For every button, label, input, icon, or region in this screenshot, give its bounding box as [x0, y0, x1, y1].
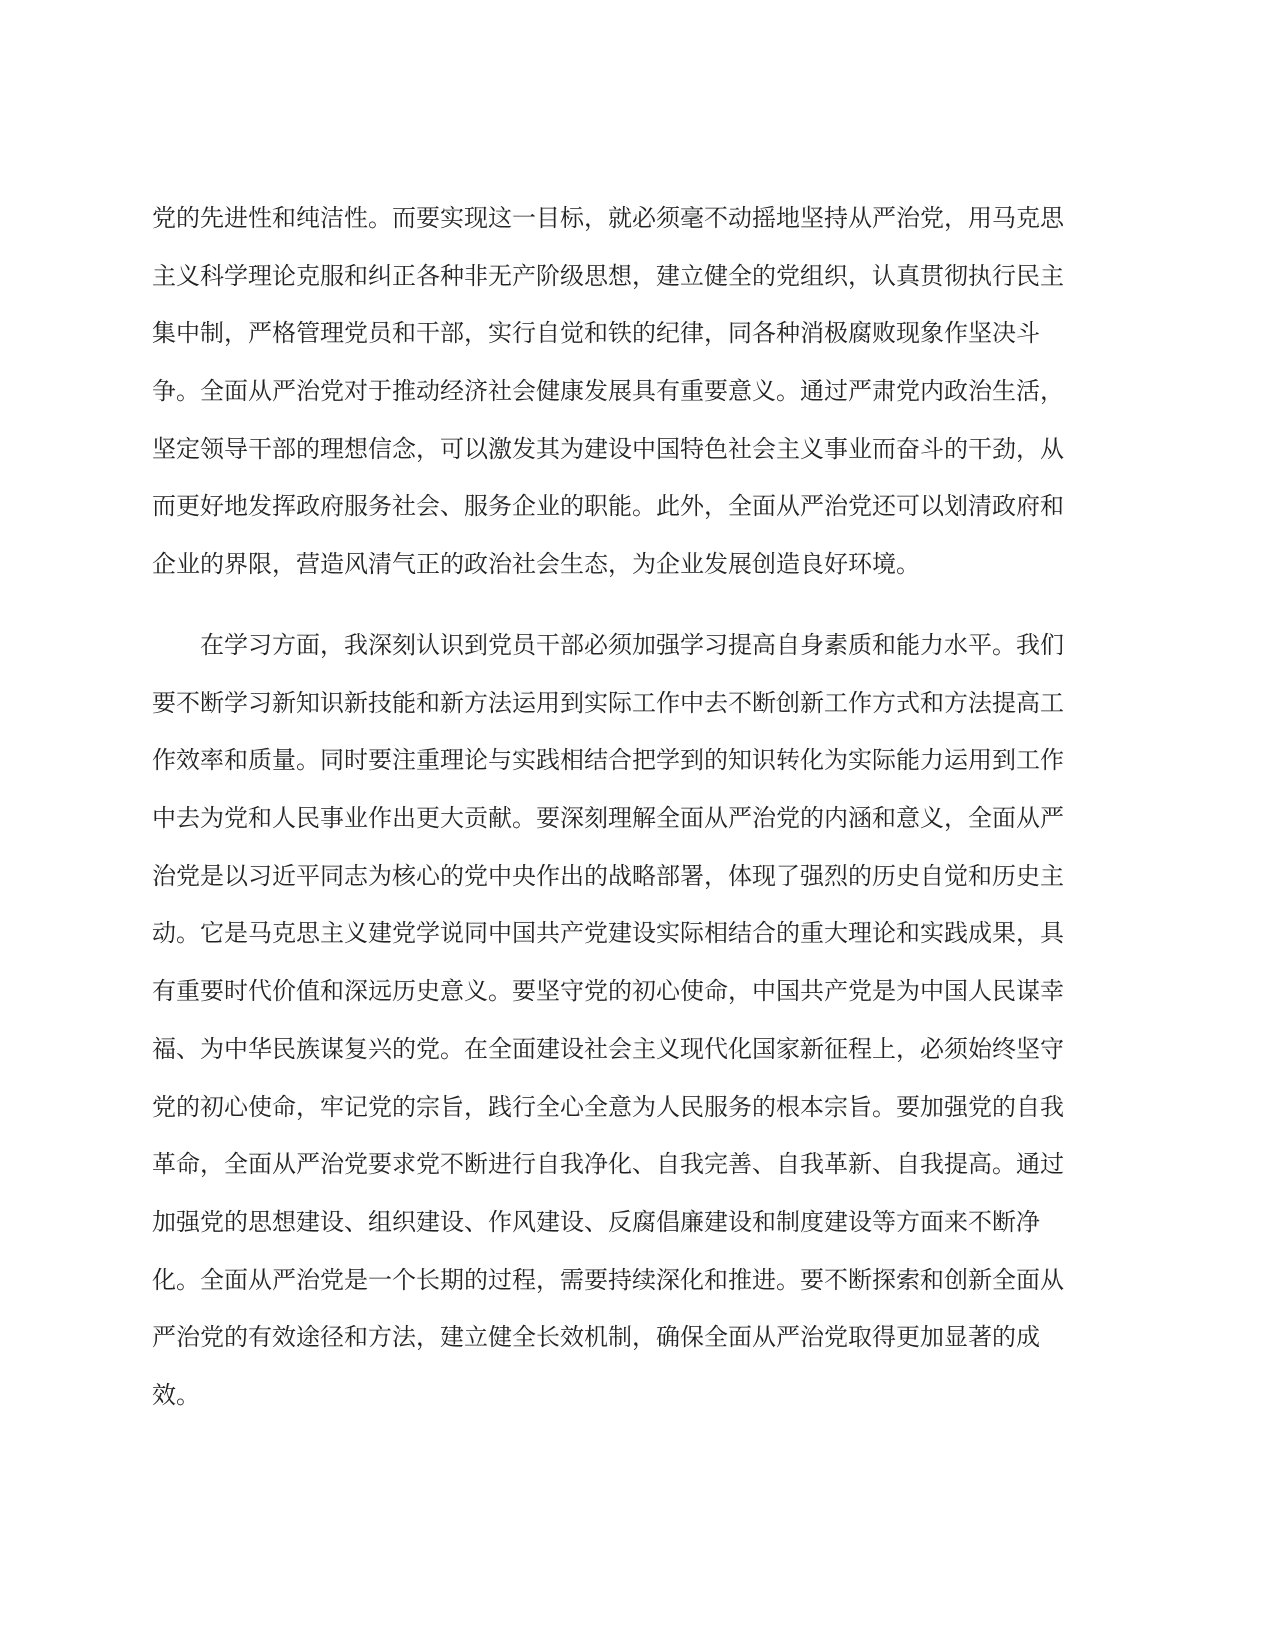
- paragraph-2-line: 有重要时代价值和深远历史意义。要坚守党的初心使命，中国共产党是为中国人民谋幸: [152, 977, 1064, 1006]
- paragraph-1-line: 坚定领导干部的理想信念，可以激发其为建设中国特色社会主义事业而奋斗的干劲，从: [152, 434, 1064, 463]
- paragraph-1-line: 党的先进性和纯洁性。而要实现这一目标，就必须毫不动摇地坚持从严治党，用马克思: [152, 204, 1064, 232]
- paragraph-1-line: 争。全面从严治党对于推动经济社会健康发展具有重要意义。通过严肃党内政治生活，: [152, 377, 1064, 406]
- paragraph-1-line: 而更好地发挥政府服务社会、服务企业的职能。此外，全面从严治党还可以划清政府和: [152, 492, 1064, 521]
- paragraph-2-line: 中去为党和人民事业作出更大贡献。要深刻理解全面从严治党的内涵和意义，全面从严: [152, 804, 1064, 833]
- paragraph-2-line: 严治党的有效途径和方法，建立健全长效机制，确保全面从严治党取得更加显著的成: [152, 1323, 1040, 1352]
- paragraph-1: [152, 190, 1112, 594]
- paragraph-1-line: 集中制，严格管理党员和干部，实行自觉和铁的纪律，同各种消极腐败现象作坚决斗: [152, 319, 1040, 348]
- paragraph-2-line: 党的初心使命，牢记党的宗旨，践行全心全意为人民服务的根本宗旨。要加强党的自我: [152, 1092, 1064, 1121]
- paragraph-1-line: 主义科学理论克服和纠正各种非无产阶级思想，建立健全的党组织，认真贯彻执行民主: [152, 261, 1064, 290]
- paragraph-2: [152, 617, 1112, 1425]
- paragraph-2-line: 作效率和质量。同时要注重理论与实践相结合把学到的知识转化为实际能力运用到工作: [152, 746, 1064, 775]
- paragraph-2-line: 加强党的思想建设、组织建设、作风建设、反腐倡廉建设和制度建设等方面来不断净: [152, 1207, 1040, 1236]
- paragraph-2-line: 动。它是马克思主义建党学说同中国共产党建设实际相结合的重大理论和实践成果，具: [152, 919, 1064, 948]
- paragraph-1-line: 企业的界限，营造风清气正的政治社会生态，为企业发展创造良好环境。: [152, 550, 920, 579]
- paragraph-2-line: 革命，全面从严治党要求党不断进行自我净化、自我完善、自我革新、自我提高。通过: [152, 1150, 1064, 1179]
- paragraph-2-line: 要不断学习新知识新技能和新方法运用到实际工作中去不断创新工作方式和方法提高工: [152, 688, 1064, 717]
- paragraph-2-first-line: 在学习方面，我深刻认识到党员干部必须加强学习提高自身素质和能力水平。我们: [200, 631, 1064, 659]
- paragraph-2-line: 化。全面从严治党是一个长期的过程，需要持续深化和推进。要不断探索和创新全面从: [152, 1265, 1064, 1294]
- paragraph-2-line: 福、为中华民族谋复兴的党。在全面建设社会主义现代化国家新征程上，必须始终坚守: [152, 1034, 1064, 1063]
- paragraph-2-line: 治党是以习近平同志为核心的党中央作出的战略部署，体现了强烈的历史自觉和历史主: [152, 861, 1064, 890]
- paragraph-2-line: 效。: [152, 1380, 200, 1409]
